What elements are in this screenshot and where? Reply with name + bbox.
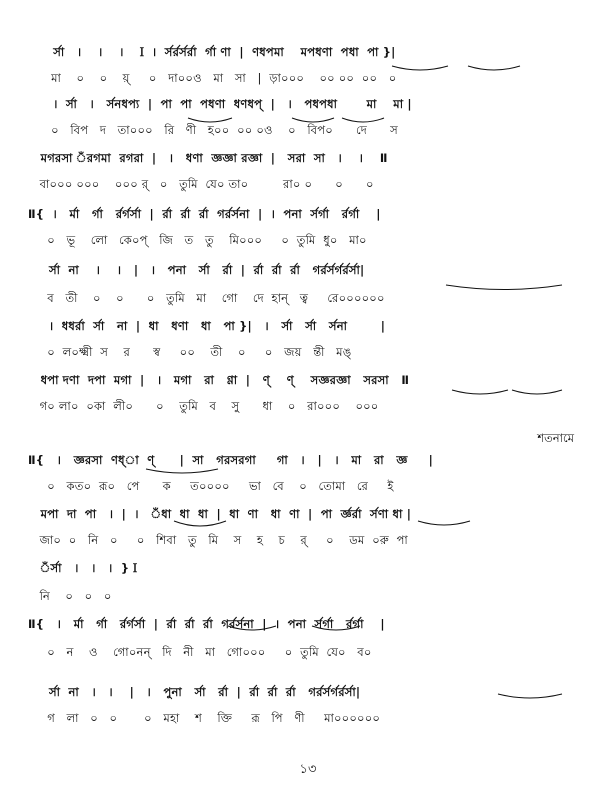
notation-swara-line: Ⅱ{ । র্মা র্গা র্রর্গর্সা | র্রা র্রা র্রা গর্রর্সনা | । পনা র্সর্গা র্রর্গা | xyxy=(28,207,381,221)
slur-arc xyxy=(146,469,218,473)
notation-swara-line: ঁর্সা । । । }Ｉ xyxy=(28,561,141,575)
notation-swara-line: Ⅱ{ । র্মা র্গা র্রর্গর্সা | র্রা র্রা র্রা গর্রর্সনা | । পনা র্সর্গা র্রর্গা | xyxy=(28,617,385,631)
notation-lyric-line: ০ ভূ লো কে০প্ জি ত তু মি০০০ ০ তুমি ধু০ মা০ xyxy=(28,233,367,247)
notation-lyric-line: ০ ল০ক্ষ্মী স র স্ব ০০ তী ০ ০ জয় ন্তী মঙ্ xyxy=(28,345,352,359)
section-label: শতনামে xyxy=(537,431,574,445)
notation-lyric-line: মা ০ ০ য়্ ০ দা০০ও মা সা | ড়া০০০ ০০ ০০ ০০ ০ xyxy=(28,71,397,85)
page-number: ১৩ xyxy=(299,762,317,777)
notation-lyric-line: ব তী ০ ০ ০ তুমি মা গো দে হান্ ত্ব রে০০০০০০ xyxy=(28,291,385,305)
notation-swara-line: মপা দা পা । | । ঁধা ধা ধা | ধা ণা ধা ণা | পা র্জ্ঞর্রা র্সণা ধা | xyxy=(28,507,412,521)
notation-lyric-line: বা০০০ ০০০ ০০০ র্ ০ তুমি যে০ তা০ রা০ ০ ০ ০ xyxy=(28,177,374,191)
notation-lyric-line: ০ ন ও গো০নন্ দি নী মা গো০০০ ০ তুমি যে০ ব০ xyxy=(28,645,372,659)
notation-lyric-line: জা০ ০ নি ০ ০ শিবা তু মি স হ চ র্ ০ ডম ০রু পা xyxy=(28,533,408,547)
notation-swara-line: র্সা না । । | । পুনা র্সা র্রা | র্রা র্রা র্রা গর্রর্সর্গর্রর্সা| xyxy=(28,685,361,699)
notation-swara-line: ধপা দণা দপা মগা | । মগা রা ণ্ণা | ণ্ ণ্ সজ্ঞরজ্ঞা সরসা Ⅱ xyxy=(28,373,410,387)
notation-swara-line: মগরসা ঁরগমা রগরা | । ধণা জ্ঞজ্ঞা রজ্ঞা | সরা সা । । Ⅱ xyxy=(28,151,388,165)
notation-lyric-line: নি ০ ০ ০ xyxy=(28,589,112,603)
notation-swara-line: র্সা । । । Ｉ । র্সর্রর্সর্রা র্গা ণা | ণধপমা মপধণা পধা পা }| xyxy=(28,45,396,59)
notation-lyric-line: ০ কত০ রূ০ পে ক ত০০০০ ভা বে ০ তোমা রে ই xyxy=(28,479,394,493)
notation-lyric-line: ০ বিপ দ তা০০০ রি ণী হ০০ ০০ ০ও ০ বিপ০ দে স xyxy=(28,123,398,137)
notation-swara-line: র্সা না । । | । পনা র্সা র্রা | র্রা র্রা র্রা গর্রর্সর্গর্রর্সা| xyxy=(28,263,365,277)
notation-swara-line: । ধধর্রা র্সা না | ধা ধণা ধা পা }| । র্সা র্সা র্সনা | xyxy=(28,319,386,333)
notation-lyric-line: গ লা ০ ০ ০ মহা শ ক্তি রূ পি ণী মা০০০০০০ xyxy=(28,711,381,725)
notation-lyric-line: গ০ লা০ ০কা লী০ ০ তুমি ব সু ধা ০ রা০০০ ০০০ xyxy=(28,399,379,413)
notation-swara-line: Ⅱ{ । জ্ঞরসা ণধ্া ণ্ | সা গরসরগা গা । | । মা রা জ্ঞ | xyxy=(28,453,434,467)
slur-arc xyxy=(452,390,508,394)
notation-swara-line: । র্সা । র্সনধপ্য | পা পা পধণা ধণধপ্ | । পধপধা মা মা | xyxy=(28,97,412,111)
slur-arc xyxy=(512,390,562,394)
slur-arc xyxy=(446,285,562,290)
